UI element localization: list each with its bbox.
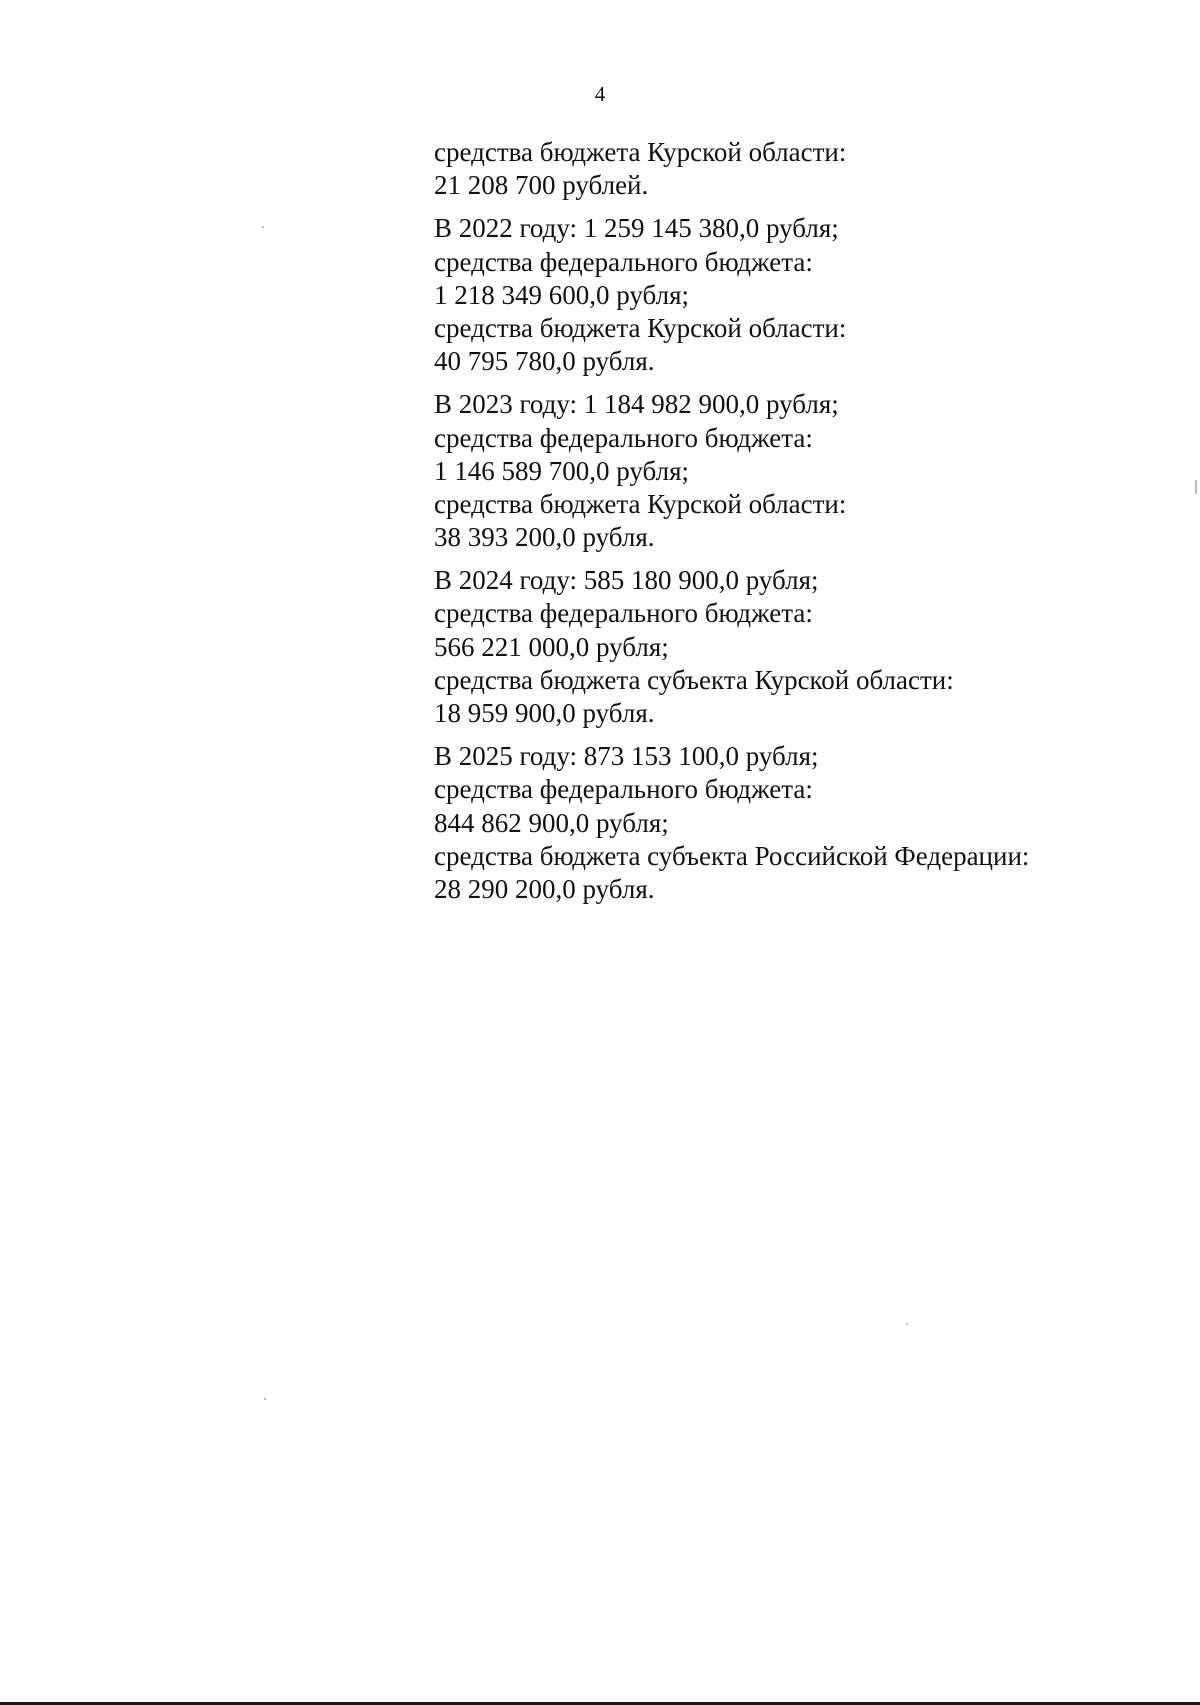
text-line: средства федерального бюджета: [434,598,813,629]
scan-speck [264,1398,266,1400]
amount-line: 566 221 000,0 рубля; [434,631,669,662]
year-total-line: В 2023 году: 1 184 982 900,0 рубля; [434,389,839,420]
text-line: средства бюджета Курской области: [434,312,847,343]
amount-line: 1 146 589 700,0 рубля; [434,455,689,486]
text-line: средства федерального бюджета: [434,774,813,805]
page-number: 4 [594,82,606,106]
text-line: средства бюджета Курской области: [434,137,847,167]
year-2024-block [434,564,1134,730]
scan-speck [262,226,264,228]
amount-line: 18 959 900,0 рубля. [434,698,655,728]
amount-line: 40 795 780,0 рубля. [434,346,655,377]
text-line: средства бюджета субъекта Курской области: [434,664,954,695]
intro-block [434,136,1134,202]
scan-speck [1195,480,1197,494]
year-total-line: В 2025 году: 873 153 100,0 рубля; [434,741,819,772]
amount-line: 844 862 900,0 рубля; [434,807,669,838]
scan-speck [906,1323,908,1325]
year-total-line: В 2022 году: 1 259 145 380,0 рубля; [434,213,839,244]
year-total-line: В 2024 году: 585 180 900,0 рубля; [434,565,819,596]
amount-line: 1 218 349 600,0 рубля; [434,279,689,310]
text-line: средства бюджета Курской области: [434,488,847,519]
year-2023-block [434,388,1134,554]
text-line: средства федерального бюджета: [434,246,813,277]
amount-line: 38 393 200,0 рубля. [434,522,655,553]
text-line: 21 208 700 рублей. [434,170,649,201]
year-2025-block [434,740,1134,906]
text-line: средства федерального бюджета: [434,422,813,453]
amount-line: 28 290 200,0 рубля. [434,873,655,904]
text-line: средства бюджета субъекта Российской Федерации: [434,840,1030,871]
document-body [434,136,1134,916]
year-2022-block [434,212,1134,378]
